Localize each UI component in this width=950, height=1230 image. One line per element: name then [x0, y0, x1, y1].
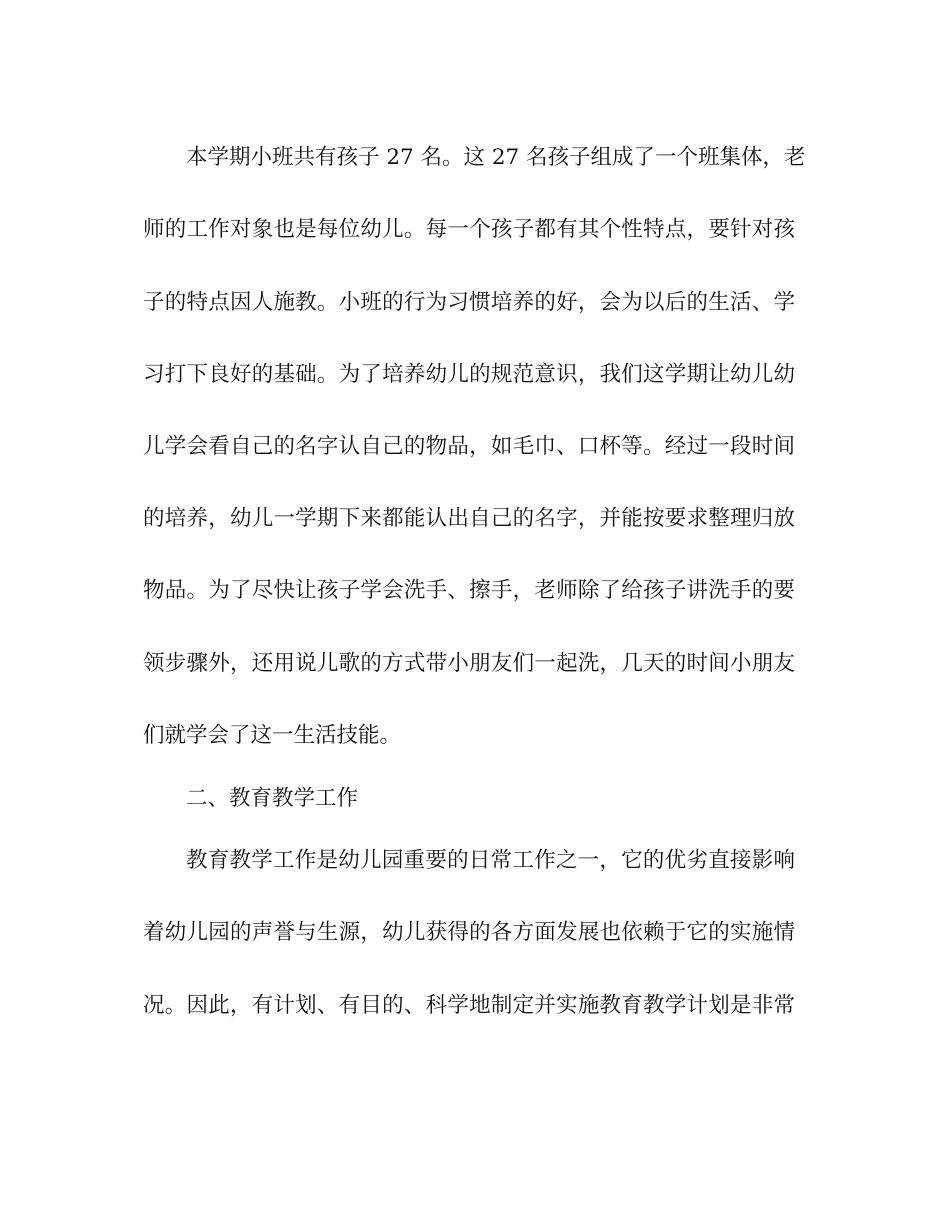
section-heading: 二、教育教学工作 [186, 786, 359, 811]
paragraph-1-line-3: 子的特点因人施教。小班的行为习惯培养的好，会为以后的生活、学 [143, 290, 795, 315]
paragraph-1-line-2: 师的工作对象也是每位幼儿。每一个孩子都有其个性特点，要针对孩 [143, 217, 795, 242]
paragraph-1-line-9: 们就学会了这一生活技能。 [143, 723, 402, 748]
paragraph-1-line-5: 儿学会看自己的名字认自己的物品，如毛巾、口杯等。经过一段时间 [143, 434, 795, 459]
paragraph-2-line-1: 教育教学工作是幼儿园重要的日常工作之一，它的优劣直接影响 [186, 848, 795, 873]
paragraph-1-line-6: 的培养，幼儿一学期下来都能认出自己的名字，并能按要求整理归放 [143, 506, 795, 531]
paragraph-1-line-4: 习打下良好的基础。为了培养幼儿的规范意识，我们这学期让幼儿幼 [143, 362, 795, 387]
paragraph-1-line-7: 物品。为了尽快让孩子学会洗手、擦手，老师除了给孩子讲洗手的要 [143, 578, 795, 603]
paragraph-1-line-8: 领步骤外，还用说儿歌的方式带小朋友们一起洗，几天的时间小朋友 [143, 651, 795, 676]
paragraph-1-line-1: 本学期小班共有孩子 27 名。这 27 名孩子组成了一个班集体，老 [186, 145, 806, 170]
paragraph-2-line-3: 况。因此，有计划、有目的、科学地制定并实施教育教学计划是非常 [143, 993, 795, 1018]
paragraph-2-line-2: 着幼儿园的声誉与生源，幼儿获得的各方面发展也依赖于它的实施情 [143, 920, 795, 945]
